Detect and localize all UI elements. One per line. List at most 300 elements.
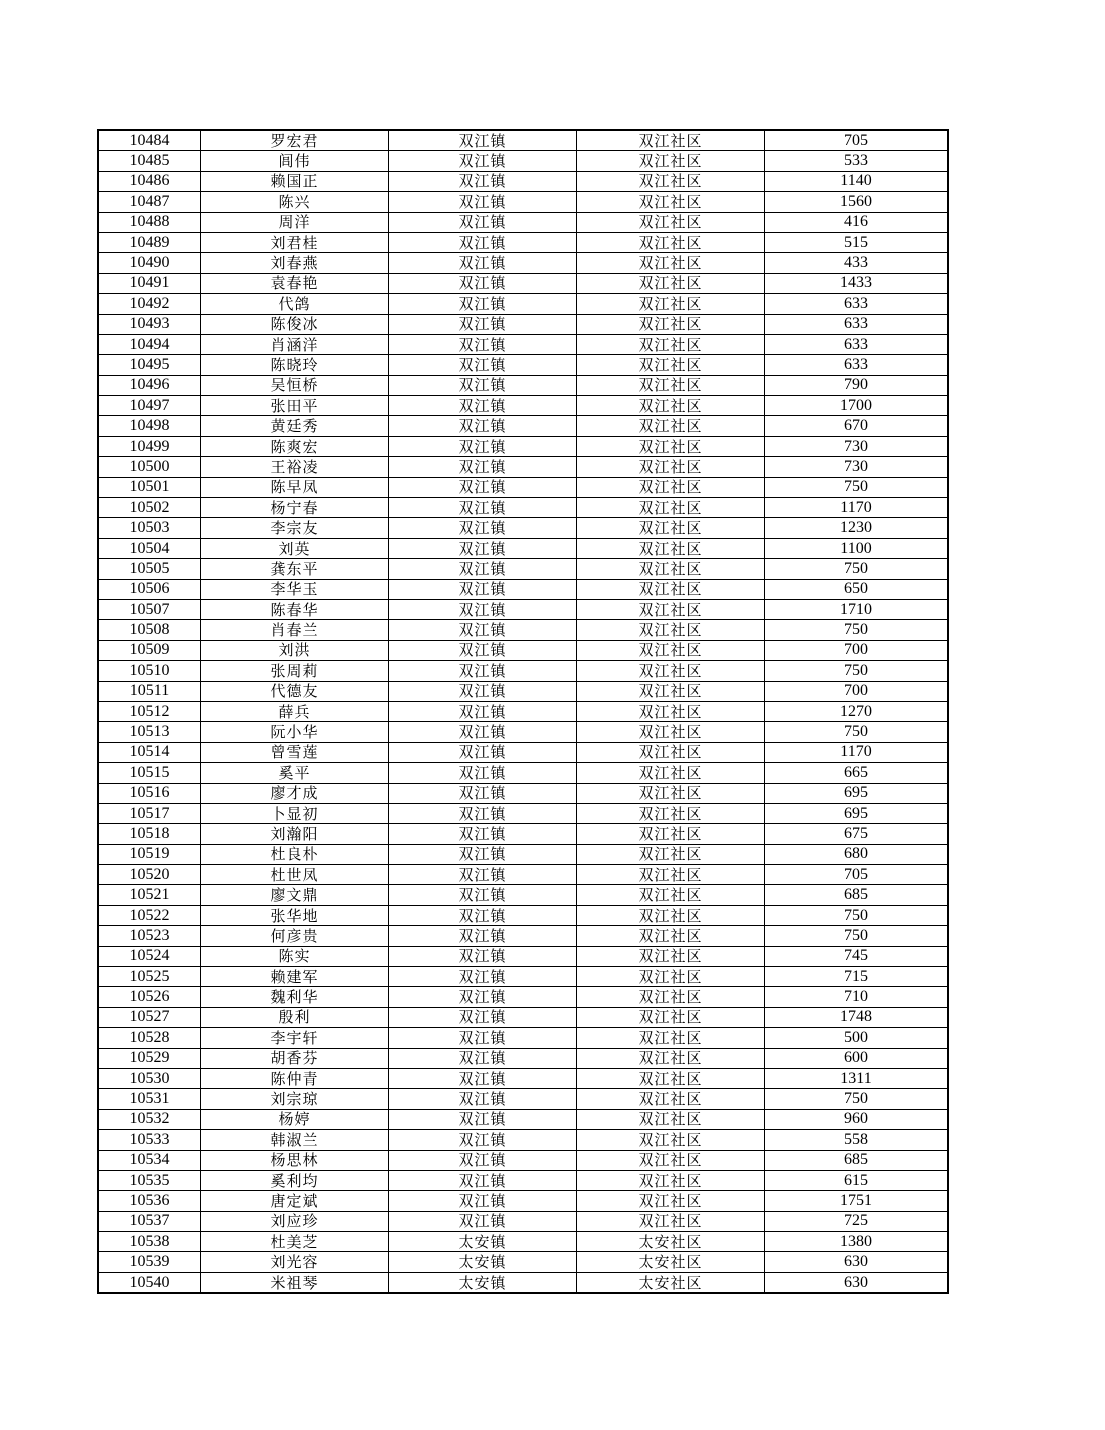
cell-town: 双江镇 [389,294,577,314]
cell-serial-number: 10499 [98,436,201,456]
table-row [98,844,948,864]
cell-town: 双江镇 [389,130,577,151]
cell-person-name: 黄廷秀 [201,416,389,436]
cell-community: 双江社区 [577,967,765,987]
cell-person-name: 代德友 [201,681,389,701]
table-row [98,232,948,252]
cell-town: 双江镇 [389,477,577,497]
cell-amount: 558 [765,1130,949,1150]
table-row [98,763,948,783]
cell-town: 双江镇 [389,844,577,864]
cell-town: 双江镇 [389,1028,577,1048]
table-row [98,579,948,599]
cell-town: 双江镇 [389,967,577,987]
cell-serial-number: 10522 [98,905,201,925]
cell-serial-number: 10512 [98,701,201,721]
cell-person-name: 张田平 [201,396,389,416]
cell-amount: 1560 [765,192,949,212]
cell-town: 双江镇 [389,763,577,783]
cell-amount: 433 [765,253,949,273]
cell-amount: 633 [765,294,949,314]
cell-town: 太安镇 [389,1252,577,1272]
cell-person-name: 曾雪莲 [201,742,389,762]
cell-amount: 670 [765,416,949,436]
cell-town: 双江镇 [389,1089,577,1109]
cell-community: 双江社区 [577,477,765,497]
table-row [98,253,948,273]
table-row [98,294,948,314]
cell-town: 双江镇 [389,661,577,681]
table-row [98,314,948,334]
cell-community: 双江社区 [577,1150,765,1170]
cell-serial-number: 10507 [98,599,201,619]
cell-amount: 700 [765,640,949,660]
cell-person-name: 廖才成 [201,783,389,803]
cell-community: 双江社区 [577,498,765,518]
cell-community: 双江社区 [577,701,765,721]
cell-town: 双江镇 [389,151,577,171]
cell-town: 双江镇 [389,171,577,191]
table-row [98,701,948,721]
cell-serial-number: 10492 [98,294,201,314]
cell-person-name: 廖文鼎 [201,885,389,905]
cell-amount: 725 [765,1211,949,1231]
cell-person-name: 米祖琴 [201,1272,389,1293]
cell-serial-number: 10515 [98,763,201,783]
cell-person-name: 陈仲青 [201,1068,389,1088]
cell-community: 双江社区 [577,273,765,293]
cell-community: 双江社区 [577,681,765,701]
cell-serial-number: 10495 [98,355,201,375]
cell-person-name: 何彦贵 [201,926,389,946]
cell-town: 双江镇 [389,1150,577,1170]
cell-serial-number: 10532 [98,1109,201,1129]
cell-amount: 685 [765,885,949,905]
cell-town: 双江镇 [389,253,577,273]
cell-community: 双江社区 [577,885,765,905]
cell-community: 双江社区 [577,171,765,191]
cell-person-name: 杨宁春 [201,498,389,518]
cell-person-name: 周洋 [201,212,389,232]
cell-person-name: 杜良朴 [201,844,389,864]
cell-amount: 500 [765,1028,949,1048]
cell-amount: 960 [765,1109,949,1129]
cell-community: 双江社区 [577,1089,765,1109]
cell-community: 双江社区 [577,1170,765,1190]
cell-amount: 750 [765,477,949,497]
table-row [98,1048,948,1068]
table-row [98,436,948,456]
cell-amount: 600 [765,1048,949,1068]
table-row [98,1089,948,1109]
cell-serial-number: 10528 [98,1028,201,1048]
cell-town: 双江镇 [389,905,577,925]
cell-serial-number: 10523 [98,926,201,946]
cell-amount: 750 [765,905,949,925]
cell-person-name: 陈俊冰 [201,314,389,334]
table-row [98,926,948,946]
cell-town: 双江镇 [389,192,577,212]
table-row [98,151,948,171]
cell-person-name: 刘光容 [201,1252,389,1272]
cell-community: 双江社区 [577,824,765,844]
cell-serial-number: 10531 [98,1089,201,1109]
cell-community: 太安社区 [577,1252,765,1272]
cell-person-name: 张周莉 [201,661,389,681]
cell-town: 双江镇 [389,599,577,619]
cell-amount: 630 [765,1272,949,1293]
cell-community: 双江社区 [577,640,765,660]
cell-town: 双江镇 [389,579,577,599]
cell-town: 双江镇 [389,334,577,354]
cell-amount: 790 [765,375,949,395]
cell-serial-number: 10530 [98,1068,201,1088]
cell-town: 双江镇 [389,314,577,334]
cell-serial-number: 10529 [98,1048,201,1068]
cell-serial-number: 10540 [98,1272,201,1293]
cell-serial-number: 10524 [98,946,201,966]
cell-community: 双江社区 [577,151,765,171]
cell-town: 双江镇 [389,640,577,660]
table-row [98,1252,948,1272]
cell-serial-number: 10533 [98,1130,201,1150]
table-row [98,1028,948,1048]
cell-person-name: 袁春艳 [201,273,389,293]
table-row [98,416,948,436]
cell-amount: 750 [765,661,949,681]
cell-serial-number: 10520 [98,865,201,885]
cell-person-name: 肖涵洋 [201,334,389,354]
table-row [98,212,948,232]
cell-serial-number: 10498 [98,416,201,436]
cell-serial-number: 10537 [98,1211,201,1231]
table-row [98,1130,948,1150]
cell-serial-number: 10487 [98,192,201,212]
table-row [98,559,948,579]
cell-amount: 745 [765,946,949,966]
table-row [98,661,948,681]
cell-town: 双江镇 [389,436,577,456]
cell-town: 双江镇 [389,1130,577,1150]
cell-amount: 1170 [765,498,949,518]
cell-amount: 1140 [765,171,949,191]
table-row [98,498,948,518]
cell-amount: 705 [765,130,949,151]
table-row [98,967,948,987]
roster-table [97,129,949,1294]
cell-person-name: 陈兴 [201,192,389,212]
cell-town: 双江镇 [389,375,577,395]
cell-serial-number: 10519 [98,844,201,864]
cell-serial-number: 10534 [98,1150,201,1170]
cell-person-name: 李宗友 [201,518,389,538]
cell-community: 双江社区 [577,130,765,151]
cell-person-name: 殷利 [201,1007,389,1027]
table-row [98,640,948,660]
table-row [98,130,948,151]
table-row [98,722,948,742]
cell-person-name: 卜显初 [201,803,389,823]
cell-person-name: 罗宏君 [201,130,389,151]
table-row [98,396,948,416]
cell-amount: 630 [765,1252,949,1272]
cell-person-name: 陈早凤 [201,477,389,497]
cell-person-name: 刘洪 [201,640,389,660]
table-row [98,1109,948,1129]
cell-person-name: 杨婷 [201,1109,389,1129]
cell-serial-number: 10517 [98,803,201,823]
cell-person-name: 李宇轩 [201,1028,389,1048]
cell-amount: 633 [765,314,949,334]
cell-community: 双江社区 [577,783,765,803]
table-row [98,477,948,497]
cell-town: 双江镇 [389,1191,577,1211]
cell-serial-number: 10493 [98,314,201,334]
table-row [98,1007,948,1027]
cell-community: 双江社区 [577,905,765,925]
cell-amount: 750 [765,620,949,640]
cell-person-name: 陈春华 [201,599,389,619]
cell-serial-number: 10527 [98,1007,201,1027]
cell-person-name: 龚东平 [201,559,389,579]
cell-amount: 515 [765,232,949,252]
cell-amount: 695 [765,783,949,803]
cell-amount: 715 [765,967,949,987]
cell-community: 双江社区 [577,1068,765,1088]
cell-serial-number: 10486 [98,171,201,191]
table-row [98,865,948,885]
cell-serial-number: 10490 [98,253,201,273]
table-row [98,885,948,905]
cell-town: 双江镇 [389,457,577,477]
table-row [98,273,948,293]
cell-community: 双江社区 [577,212,765,232]
cell-amount: 1270 [765,701,949,721]
cell-amount: 615 [765,1170,949,1190]
cell-amount: 700 [765,681,949,701]
cell-town: 双江镇 [389,416,577,436]
cell-town: 双江镇 [389,701,577,721]
cell-serial-number: 10505 [98,559,201,579]
cell-person-name: 薛兵 [201,701,389,721]
cell-community: 太安社区 [577,1232,765,1252]
cell-amount: 1748 [765,1007,949,1027]
cell-town: 双江镇 [389,742,577,762]
cell-community: 双江社区 [577,926,765,946]
cell-serial-number: 10511 [98,681,201,701]
cell-community: 双江社区 [577,844,765,864]
cell-person-name: 杜世凤 [201,865,389,885]
cell-town: 双江镇 [389,946,577,966]
cell-town: 双江镇 [389,1068,577,1088]
cell-amount: 1751 [765,1191,949,1211]
cell-community: 双江社区 [577,232,765,252]
cell-amount: 675 [765,824,949,844]
cell-town: 双江镇 [389,1048,577,1068]
cell-town: 双江镇 [389,273,577,293]
table-row [98,1232,948,1252]
cell-serial-number: 10521 [98,885,201,905]
cell-serial-number: 10497 [98,396,201,416]
cell-person-name: 肖春兰 [201,620,389,640]
cell-community: 双江社区 [577,1007,765,1027]
cell-person-name: 陈晓玲 [201,355,389,375]
cell-person-name: 刘宗琼 [201,1089,389,1109]
cell-serial-number: 10535 [98,1170,201,1190]
cell-serial-number: 10488 [98,212,201,232]
cell-person-name: 吴恒桥 [201,375,389,395]
table-row [98,1150,948,1170]
cell-amount: 1230 [765,518,949,538]
table-row [98,742,948,762]
cell-town: 双江镇 [389,885,577,905]
cell-town: 双江镇 [389,396,577,416]
cell-community: 双江社区 [577,1109,765,1129]
table-row [98,987,948,1007]
cell-community: 双江社区 [577,620,765,640]
cell-amount: 1700 [765,396,949,416]
cell-town: 太安镇 [389,1272,577,1293]
cell-town: 双江镇 [389,620,577,640]
cell-town: 双江镇 [389,1109,577,1129]
cell-serial-number: 10491 [98,273,201,293]
cell-community: 双江社区 [577,538,765,558]
cell-town: 太安镇 [389,1232,577,1252]
cell-community: 双江社区 [577,294,765,314]
cell-community: 双江社区 [577,457,765,477]
cell-person-name: 阮小华 [201,722,389,742]
cell-amount: 705 [765,865,949,885]
cell-amount: 710 [765,987,949,1007]
cell-town: 双江镇 [389,1211,577,1231]
table-row [98,803,948,823]
cell-person-name: 刘英 [201,538,389,558]
table-row [98,1191,948,1211]
cell-amount: 685 [765,1150,949,1170]
cell-amount: 1311 [765,1068,949,1088]
cell-person-name: 闾伟 [201,151,389,171]
cell-serial-number: 10489 [98,232,201,252]
cell-amount: 1380 [765,1232,949,1252]
cell-serial-number: 10500 [98,457,201,477]
cell-amount: 1100 [765,538,949,558]
cell-town: 双江镇 [389,681,577,701]
cell-amount: 730 [765,436,949,456]
table-row [98,824,948,844]
cell-amount: 533 [765,151,949,171]
cell-serial-number: 10502 [98,498,201,518]
cell-community: 双江社区 [577,1028,765,1048]
cell-town: 双江镇 [389,538,577,558]
cell-community: 双江社区 [577,253,765,273]
cell-person-name: 胡香芬 [201,1048,389,1068]
cell-person-name: 陈爽宏 [201,436,389,456]
cell-amount: 1433 [765,273,949,293]
cell-amount: 750 [765,1089,949,1109]
cell-person-name: 赖建军 [201,967,389,987]
cell-community: 双江社区 [577,722,765,742]
cell-serial-number: 10510 [98,661,201,681]
table-row [98,1272,948,1293]
cell-amount: 633 [765,334,949,354]
table-row [98,457,948,477]
cell-serial-number: 10508 [98,620,201,640]
table-row [98,171,948,191]
cell-amount: 416 [765,212,949,232]
cell-serial-number: 10506 [98,579,201,599]
cell-town: 双江镇 [389,783,577,803]
cell-community: 双江社区 [577,436,765,456]
cell-town: 双江镇 [389,987,577,1007]
cell-amount: 1710 [765,599,949,619]
table-row [98,334,948,354]
table-row [98,1211,948,1231]
cell-serial-number: 10504 [98,538,201,558]
cell-person-name: 李华玉 [201,579,389,599]
table-row [98,518,948,538]
cell-person-name: 刘春燕 [201,253,389,273]
cell-community: 双江社区 [577,599,765,619]
cell-community: 双江社区 [577,579,765,599]
cell-community: 太安社区 [577,1272,765,1293]
cell-town: 双江镇 [389,865,577,885]
cell-amount: 1170 [765,742,949,762]
cell-town: 双江镇 [389,518,577,538]
cell-amount: 750 [765,722,949,742]
cell-community: 双江社区 [577,803,765,823]
table-row [98,538,948,558]
cell-person-name: 代鸽 [201,294,389,314]
cell-town: 双江镇 [389,722,577,742]
cell-person-name: 唐定斌 [201,1191,389,1211]
roster-table-body [98,130,948,1293]
cell-serial-number: 10484 [98,130,201,151]
cell-serial-number: 10494 [98,334,201,354]
cell-serial-number: 10513 [98,722,201,742]
table-row [98,946,948,966]
cell-person-name: 刘应珍 [201,1211,389,1231]
cell-community: 双江社区 [577,355,765,375]
cell-person-name: 王裕凌 [201,457,389,477]
table-row [98,905,948,925]
cell-person-name: 韩淑兰 [201,1130,389,1150]
cell-town: 双江镇 [389,1007,577,1027]
cell-town: 双江镇 [389,498,577,518]
cell-serial-number: 10503 [98,518,201,538]
cell-community: 双江社区 [577,987,765,1007]
cell-person-name: 魏利华 [201,987,389,1007]
cell-person-name: 陈实 [201,946,389,966]
table-row [98,355,948,375]
cell-serial-number: 10514 [98,742,201,762]
cell-person-name: 张华地 [201,905,389,925]
cell-amount: 695 [765,803,949,823]
cell-serial-number: 10518 [98,824,201,844]
cell-amount: 650 [765,579,949,599]
cell-serial-number: 10539 [98,1252,201,1272]
table-row [98,783,948,803]
table-row [98,1068,948,1088]
cell-community: 双江社区 [577,375,765,395]
cell-community: 双江社区 [577,1130,765,1150]
cell-serial-number: 10485 [98,151,201,171]
cell-town: 双江镇 [389,559,577,579]
cell-amount: 750 [765,926,949,946]
cell-amount: 665 [765,763,949,783]
cell-amount: 730 [765,457,949,477]
cell-serial-number: 10516 [98,783,201,803]
cell-serial-number: 10496 [98,375,201,395]
